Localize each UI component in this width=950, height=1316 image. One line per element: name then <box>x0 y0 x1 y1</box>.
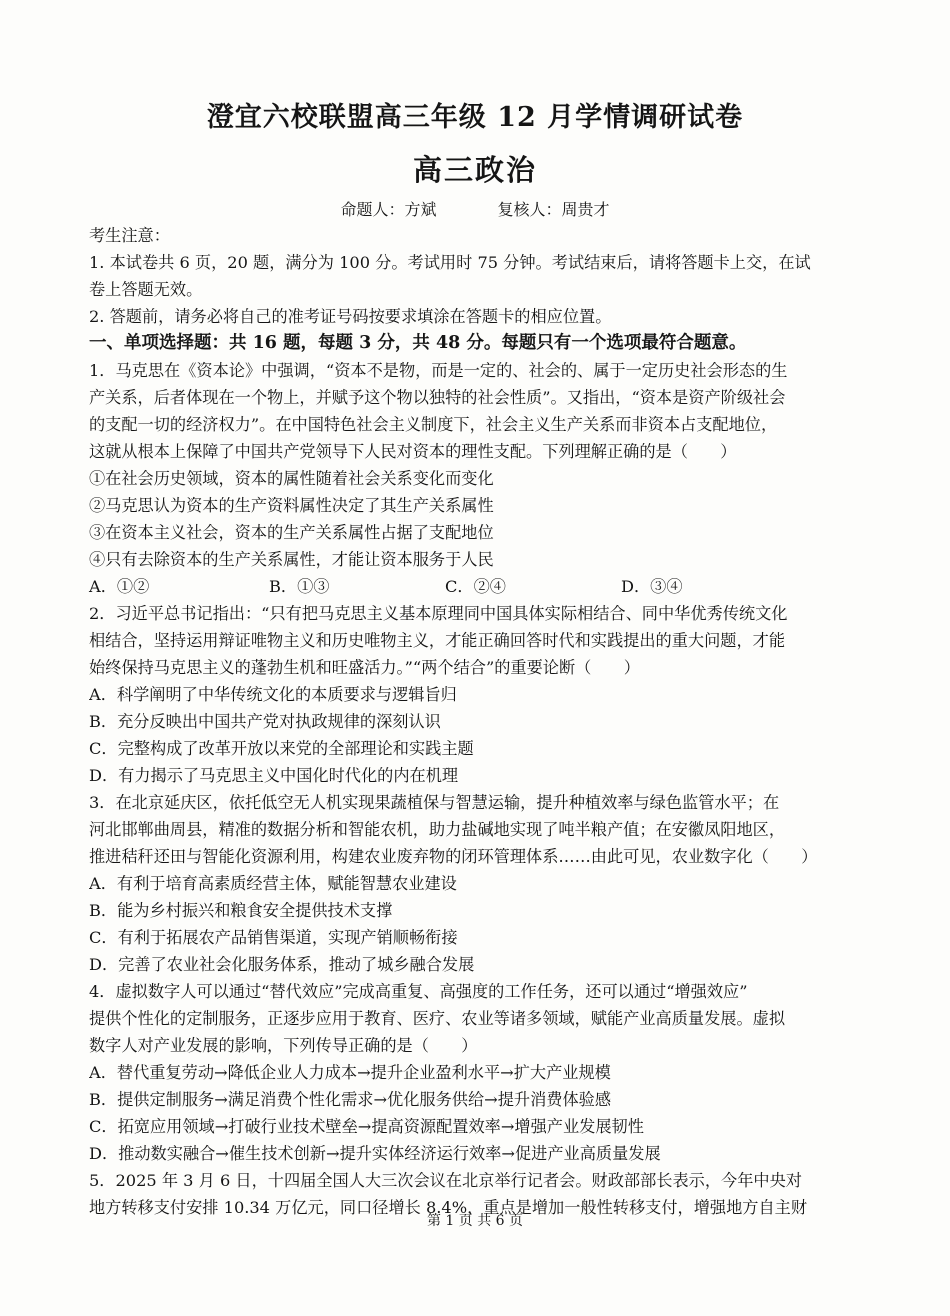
section-heading: 一、单项选择题：共 16 题，每题 3 分，共 48 分。每题只有一个选项最符合题意。 <box>89 333 747 353</box>
choice-a: A．①② <box>89 577 150 596</box>
statement-2: ②马克思认为资本的生产资料属性决定了其生产关系属性 <box>89 496 494 515</box>
option-c: C．有利于拓展农产品销售渠道，实现产销顺畅衔接 <box>89 928 458 947</box>
author-name: 命题人：方斌 <box>340 200 437 219</box>
exam-body <box>89 222 861 1221</box>
question-2-text: 相结合，坚持运用辩证唯物主义和历史唯物主义，才能正确回答时代和实践提出的重大问题，才能 <box>89 631 786 650</box>
choice-c: C．②④ <box>445 577 506 596</box>
option-b: B．能为乡村振兴和粮食安全提供技术支撑 <box>89 901 393 920</box>
option-a: A．科学阐明了中华传统文化的本质要求与逻辑旨归 <box>89 685 457 704</box>
note-line: 1. 本试卷共 6 页，20 题，满分为 100 分。考试用时 75 分钟。考试结束后，请将答题卡上交，在试 <box>89 253 811 272</box>
question-4-text: 4．虚拟数字人可以通过“替代效应”完成高重复、高强度的工作任务，还可以通过“增强效应” <box>89 982 748 1001</box>
question-4-text: 数字人对产业发展的影响，下列传导正确的是（ ） <box>89 1036 478 1055</box>
exam-title: 澄宜六校联盟高三年级 12 月学情调研试卷 <box>206 102 744 133</box>
question-1-choices <box>89 573 861 600</box>
question-1-text: 这就从根本上保障了中国共产党领导下人民对资本的理性支配。下列理解正确的是（ ） <box>89 442 737 461</box>
statement-4: ④只有去除资本的生产关系属性，才能让资本服务于人民 <box>89 550 494 569</box>
option-b: B．提供定制服务→满足消费个性化需求→优化服务供给→提升消费体验感 <box>89 1090 612 1109</box>
note-line: 卷上答题无效。 <box>89 280 203 299</box>
question-1-text: 1．马克思在《资本论》中强调，“资本不是物，而是一定的、社会的、属于一定历史社会形态的生 <box>89 361 788 380</box>
option-a: A．替代重复劳动→降低企业人力成本→提升企业盈利水平→扩大产业规模 <box>89 1063 611 1082</box>
statement-1: ①在社会历史领域，资本的属性随着社会关系变化而变化 <box>89 469 494 488</box>
question-4-text: 提供个性化的定制服务，正逐步应用于教育、医疗、农业等诸多领域，赋能产业高质量发展。虚拟 <box>89 1009 786 1028</box>
option-b: B．充分反映出中国共产党对执政规律的深刻认识 <box>89 712 441 731</box>
option-d: D．有力揭示了马克思主义中国化时代化的内在机理 <box>89 766 459 785</box>
author-line <box>0 199 950 221</box>
option-c: C．拓宽应用领域→打破行业技术壁垒→提高资源配置效率→增强产业发展韧性 <box>89 1117 644 1136</box>
choice-d: D．③④ <box>621 577 683 596</box>
option-a: A．有利于培育高素质经营主体，赋能智慧农业建设 <box>89 874 457 893</box>
page-number: 第 1 页 共 6 页 <box>426 1213 524 1229</box>
option-d: D．推动数实融合→催生技术创新→提升实体经济运行效率→促进产业高质量发展 <box>89 1144 661 1163</box>
question-3-text: 3．在北京延庆区，依托低空无人机实现果蔬植保与智慧运输，提升种植效率与绿色监管水平；在 <box>89 793 780 812</box>
question-5-text: 5．2025 年 3 月 6 日，十四届全国人大三次会议在北京举行记者会。财政部部长表示，今年中央对 <box>89 1171 802 1190</box>
notes-heading: 考生注意： <box>89 226 170 245</box>
question-2-text: 2．习近平总书记指出：“只有把马克思主义基本原理同中国具体实际相结合、同中华优秀传统文化 <box>89 604 788 623</box>
question-1-text: 产关系，后者体现在一个物上，并赋予这个物以独特的社会性质”。又指出，“资本是资产阶级社会 <box>89 388 786 407</box>
statement-3: ③在资本主义社会，资本的生产关系属性占据了支配地位 <box>89 523 494 542</box>
choice-b: B．①③ <box>269 577 330 596</box>
reviewer-name: 复核人：周贵才 <box>497 200 610 219</box>
note-line: 2. 答题前，请务必将自己的准考证号码按要求填涂在答题卡的相应位置。 <box>89 307 612 326</box>
question-3-text: 河北邯郸曲周县，精准的数据分析和智能农机，助力盐碱地实现了吨半粮产值；在安徽凤阳地区， <box>89 820 786 839</box>
subject-title: 高三政治 <box>412 153 537 187</box>
option-d: D．完善了农业社会化服务体系，推动了城乡融合发展 <box>89 955 475 974</box>
question-2-text: 始终保持马克思主义的蓬勃生机和旺盛活力。”“两个结合”的重要论断（ ） <box>89 658 640 677</box>
option-c: C．完整构成了改革开放以来党的全部理论和实践主题 <box>89 739 474 758</box>
question-3-text: 推进秸秆还田与智能化资源利用，构建农业废弃物的闭环管理体系……由此可见，农业数字化（ ） <box>89 847 818 866</box>
question-5-text: 地方转移支付安排 10.34 万亿元，同口径增长 8.4%，重点是增加一般性转移支付，增强地方自主财 <box>89 1198 808 1217</box>
question-1-text: 的支配一切的经济权力”。在中国特色社会主义制度下，社会主义生产关系而非资本占支配地位， <box>89 415 778 434</box>
